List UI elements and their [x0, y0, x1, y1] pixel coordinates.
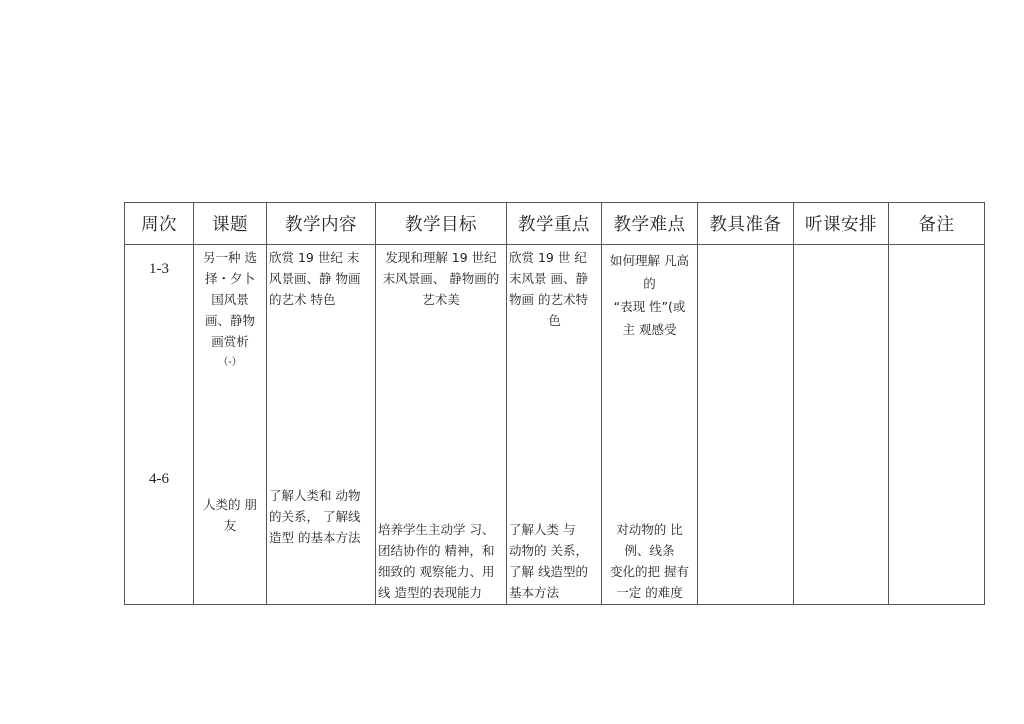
text-line: 团结协作的 精神，和 [378, 543, 495, 558]
difficulty-block [602, 249, 697, 341]
week-cell [125, 245, 194, 605]
text-line: 对动物的 比 [616, 522, 683, 537]
text-line: 的艺术 特色 [269, 292, 336, 307]
text-line: 色 [548, 313, 561, 328]
difficulty-cell [602, 245, 698, 605]
content-cell [267, 245, 376, 605]
text-line: 欣赏 19 世纪 末 [269, 250, 360, 265]
text-line: 人类的 朋 [203, 497, 257, 512]
header-topic: 课题 [194, 203, 267, 245]
text-line: 友 [223, 518, 237, 533]
table-row [125, 245, 985, 605]
focus-block [507, 519, 601, 603]
difficulty-block [602, 519, 697, 603]
text-line: 基本方法 [509, 585, 560, 600]
text-line: 线 造型的表现能力 [378, 585, 482, 600]
topic-block [194, 494, 266, 536]
header-focus: 教学重点 [507, 203, 602, 245]
week-label: 4-6 [149, 471, 169, 487]
text-line: 画赏析 [211, 334, 249, 349]
text-line: 动物的 关系， [509, 543, 588, 558]
goal-block [376, 519, 506, 603]
focus-cell [507, 245, 602, 605]
content-block [267, 247, 375, 310]
content-block [267, 485, 375, 548]
text-line: 欣赏 19 世 纪 [509, 250, 587, 265]
topic-cell [194, 245, 267, 605]
text-line: （-） [218, 357, 242, 368]
header-row [125, 203, 985, 245]
text-line: 发现和理解 19 世纪 [385, 250, 497, 265]
text-line: 风景画、静 物画 [269, 271, 361, 286]
text-line: 了解 线造型的 [509, 564, 588, 579]
materials-cell [698, 245, 794, 605]
header-remarks: 备注 [889, 203, 985, 245]
header-difficulty: 教学难点 [602, 203, 698, 245]
text-line: 了解人类和 动物 [269, 488, 361, 503]
text-line: 末风景画、 静物画的 [382, 271, 500, 286]
header-content: 教学内容 [267, 203, 376, 245]
text-line: 艺术美 [422, 292, 460, 307]
header-observation: 听课安排 [794, 203, 889, 245]
goal-block [376, 247, 506, 310]
header-goal: 教学目标 [376, 203, 507, 245]
focus-block [507, 247, 601, 331]
text-line: “表现 性”(或 [613, 299, 686, 314]
week-label: 1-3 [149, 261, 169, 277]
text-line: 画、静物 [204, 313, 255, 328]
text-line: 例、线条 [624, 543, 675, 558]
text-line: 细致的 观察能力、用 [378, 564, 495, 579]
goal-cell [376, 245, 507, 605]
teaching-plan-table [124, 202, 985, 605]
text-line: 末风景 画、静 [509, 271, 588, 286]
remarks-cell [889, 245, 985, 605]
text-line: 择・夕卜 [204, 271, 255, 286]
topic-block [194, 247, 266, 373]
text-line: 的关系， 了解线 [269, 509, 361, 524]
text-line: 的 [643, 276, 656, 291]
text-line: 一定 的难度 [616, 585, 683, 600]
text-line: 物画 的艺术特 [509, 292, 588, 307]
observation-cell [794, 245, 889, 605]
text-line: 如何理解 凡高 [610, 253, 689, 268]
text-line: 造型 的基本方法 [269, 530, 361, 545]
text-line: 国风景 [211, 292, 249, 307]
text-line: 了解人类 与 [509, 522, 576, 537]
header-materials: 教具准备 [698, 203, 794, 245]
text-line: 变化的把 握有 [610, 564, 689, 579]
text-line: 另一种 选 [203, 250, 257, 265]
text-line: 主 观感受 [622, 322, 677, 337]
text-line: 培养学生主动学 习、 [378, 522, 495, 537]
header-week: 周次 [125, 203, 194, 245]
